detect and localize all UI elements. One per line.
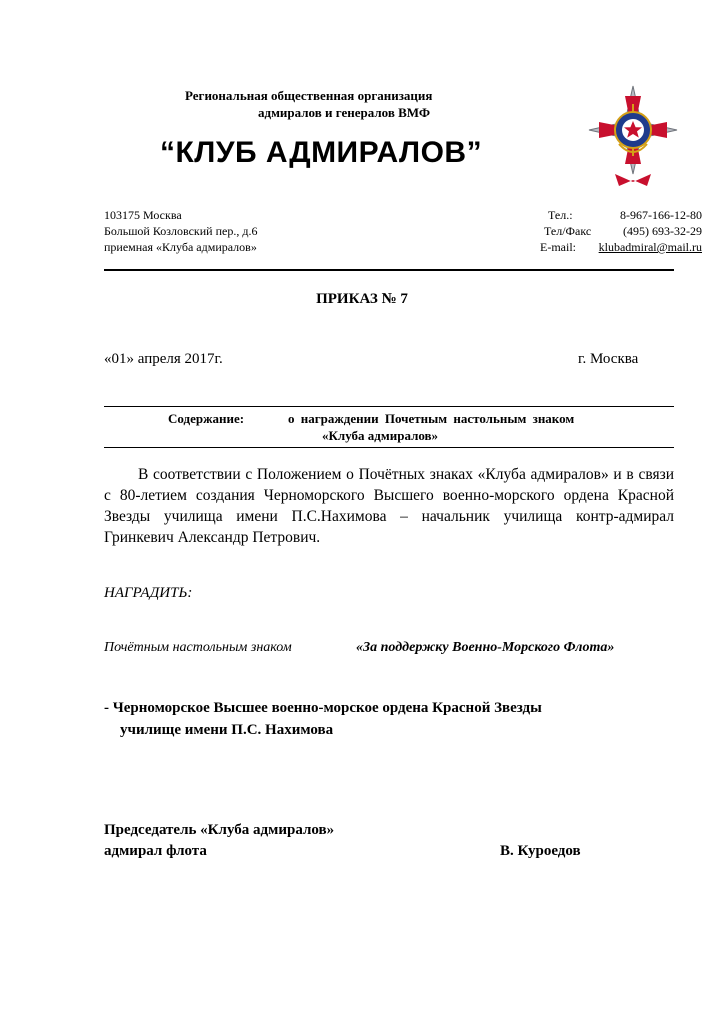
award-heading: НАГРАДИТЬ: <box>104 585 193 601</box>
badge-name: «За поддержку Военно-Морского Флота» <box>356 640 615 655</box>
email-link[interactable]: klubadmiral@mail.ru <box>598 240 702 254</box>
fax-row <box>540 223 702 239</box>
order-date: «01» апреля 2017г. <box>104 351 223 367</box>
order-body <box>104 464 674 548</box>
badge-label: Почётным настольным знаком <box>104 640 292 655</box>
signature-title: Председатель «Клуба адмиралов» <box>104 822 335 838</box>
club-admirals-emblem-icon <box>585 82 681 190</box>
phone-value: 8-967-166-12-80 <box>620 208 702 222</box>
phone-label: Тел.: <box>548 208 573 222</box>
address-block <box>104 207 257 255</box>
contacts-block <box>540 207 702 255</box>
signature-rank: адмирал флота <box>104 843 207 859</box>
fax-value: (495) 693-32-29 <box>623 224 702 238</box>
award-recipient <box>104 697 542 741</box>
org-title-line1: Региональная общественная организация <box>185 88 433 103</box>
address-line: 103175 Москва <box>104 208 182 222</box>
recipient-line2: училище имени П.С. Нахимова <box>120 722 334 738</box>
club-name-heading: “КЛУБ АДМИРАЛОВ” <box>160 136 483 169</box>
address-line: приемная «Клуба адмиралов» <box>104 240 257 254</box>
fax-label: Тел/Факс <box>544 224 592 238</box>
signature-name: В. Куроедов <box>500 843 581 859</box>
email-label: E-mail: <box>540 240 576 254</box>
address-line: Большой Козловский пер., д.6 <box>104 224 258 238</box>
subject-text-line1: о награждении Почетным настольным знаком <box>288 411 575 426</box>
phone-row <box>540 207 702 223</box>
header-divider <box>104 269 674 271</box>
recipient-line1: - Черноморское Высшее военно-морское ордена Красной Звезды <box>104 700 542 716</box>
body-paragraph: В соответствии с Положением о Почётных знаках «Клуба адмиралов» и в связи с 80-летием создания Черноморского Высшего военно-морского ордена Красной Звезды училища имени П.С.Нахимова – начальник училища контр-адмирал Гринкевич Александр Петрович. <box>104 466 674 546</box>
subject-text-line2: «Клуба адмиралов» <box>322 428 439 443</box>
email-row <box>540 239 702 255</box>
subject-label: Содержание: <box>168 411 245 426</box>
org-title-line2: адмиралов и генералов ВМФ <box>258 105 431 120</box>
order-city: г. Москва <box>578 351 639 367</box>
order-title: ПРИКАЗ № 7 <box>316 291 408 307</box>
